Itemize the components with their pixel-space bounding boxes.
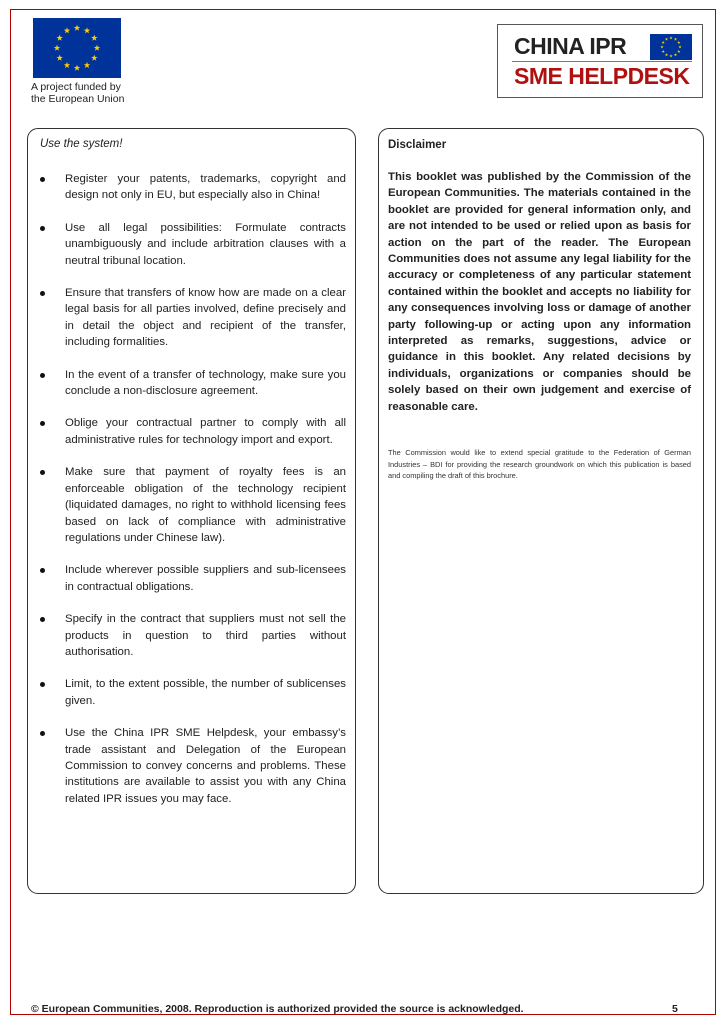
bullet-icon [40,291,45,296]
logo-title-line2: SME HELPDESK [514,63,690,89]
list-item [28,725,357,807]
bullet-icon [40,177,45,182]
list-item [28,464,357,546]
star-icon [669,54,672,57]
list-item [28,367,357,400]
star-icon [84,27,90,33]
advice-box [27,128,356,894]
logo-title-line1: CHINA IPR [514,33,627,59]
eu-caption-line1: A project funded by [31,81,121,93]
list-item-text: Use the China IPR SME Helpdesk, your embassy’s trade assistant and Delegation of the European Commission to convey concerns and problems. These institutions are available to assist you with any China related IPR issues you may face. [65,727,346,805]
helpdesk-logo [497,24,703,98]
disclaimer-box [378,128,704,894]
star-icon [64,27,70,33]
list-item [28,171,357,204]
list-item-text: In the event of a transfer of technology, make sure you conclude a non-disclosure agreement. [65,368,346,398]
star-icon [74,65,80,71]
acknowledgement-note: The Commission would like to extend special gratitude to the Federation of German Industries – BDI for providing the research groundwork on which this publication is based and compiling the draft of this brochure. [388,448,691,481]
list-item-text: Make sure that payment of royalty fees is an enforceable obligation of the technology recipient (liquidated damages, no right to withhold licensing fees based on lack of compliance with administrative regulations under Chinese law). [65,466,346,544]
star-icon [678,45,681,48]
list-item-text: Specify in the contract that suppliers must not sell the products in question to third parties without authorisation. [65,613,346,658]
star-icon [662,50,665,53]
star-icon [91,55,97,61]
list-item-text: Ensure that transfers of know how are made on a clear legal basis for all parties involved, define precisely and in detail the object and recipient of the transfer, including formalities. [65,287,346,349]
bullet-icon [40,373,45,378]
star-icon [662,41,665,44]
star-icon [677,41,680,44]
star-icon [669,36,672,39]
star-icon [84,62,90,68]
star-icon [56,35,62,41]
list-item [28,220,357,269]
star-icon [94,45,100,51]
star-icon [665,38,668,41]
page-number: 5 [672,1003,678,1015]
list-item [28,676,357,709]
star-icon [54,45,60,51]
advice-title: Use the system! [40,138,123,150]
star-icon [660,45,663,48]
eu-flag-icon [650,34,692,60]
bullet-icon [40,421,45,426]
bullet-icon [40,470,45,475]
star-icon [74,25,80,31]
bullet-icon [40,731,45,736]
list-item-text: Limit, to the extent possible, the number of sublicenses given. [65,678,346,707]
bullet-icon [40,226,45,231]
disclaimer-body: This booklet was published by the Commission of the European Communities. The materials contained in the booklet are provided for general information only, and are not intended to be used or relied upon as basis for action on the part of the reader. The European Communities does not assume any legal liability for the accuracy or completeness of any particular statement contained within the booklet and accepts no liability for any consequences involving loss or damage of another party following-up or acting upon any information interpreted as remarks, suggestions, advice or guidance in this booklet. Any related decisions by individuals, organizations or companies should be solely based on their own judgement and exercise of reasonable care. [388,171,691,413]
list-item [28,415,357,448]
star-icon [674,38,677,41]
star-icon [677,50,680,53]
bullet-icon [40,682,45,687]
eu-caption-line2: the European Union [31,93,125,105]
footer-copyright: © European Communities, 2008. Reproduction is authorized provided the source is acknowledged. [31,1003,524,1015]
eu-caption [31,81,161,105]
star-icon [91,35,97,41]
list-item-text: Oblige your contractual partner to comply with all administrative rules for technology import and export. [65,417,346,446]
star-icon [56,55,62,61]
logo-divider [512,61,692,62]
list-item [28,285,357,351]
eu-stars-icon [33,18,121,78]
list-item [28,611,357,660]
advice-list [28,171,357,823]
list-item-text: Include wherever possible suppliers and sub-licensees in contractual obligations. [65,564,346,593]
disclaimer-title: Disclaimer [388,139,447,151]
bullet-icon [40,568,45,573]
star-icon [64,62,70,68]
bullet-icon [40,617,45,622]
list-item [28,562,357,595]
eu-flag-logo [33,18,121,78]
list-item-text: Use all legal possibilities: Formulate contracts unambiguously and include arbitration clauses with a neutral tribunal location. [65,221,346,267]
list-item-text: Register your patents, trademarks, copyright and design not only in EU, but especially also in China! [65,173,346,202]
star-icon [665,53,668,56]
star-icon [674,53,677,56]
